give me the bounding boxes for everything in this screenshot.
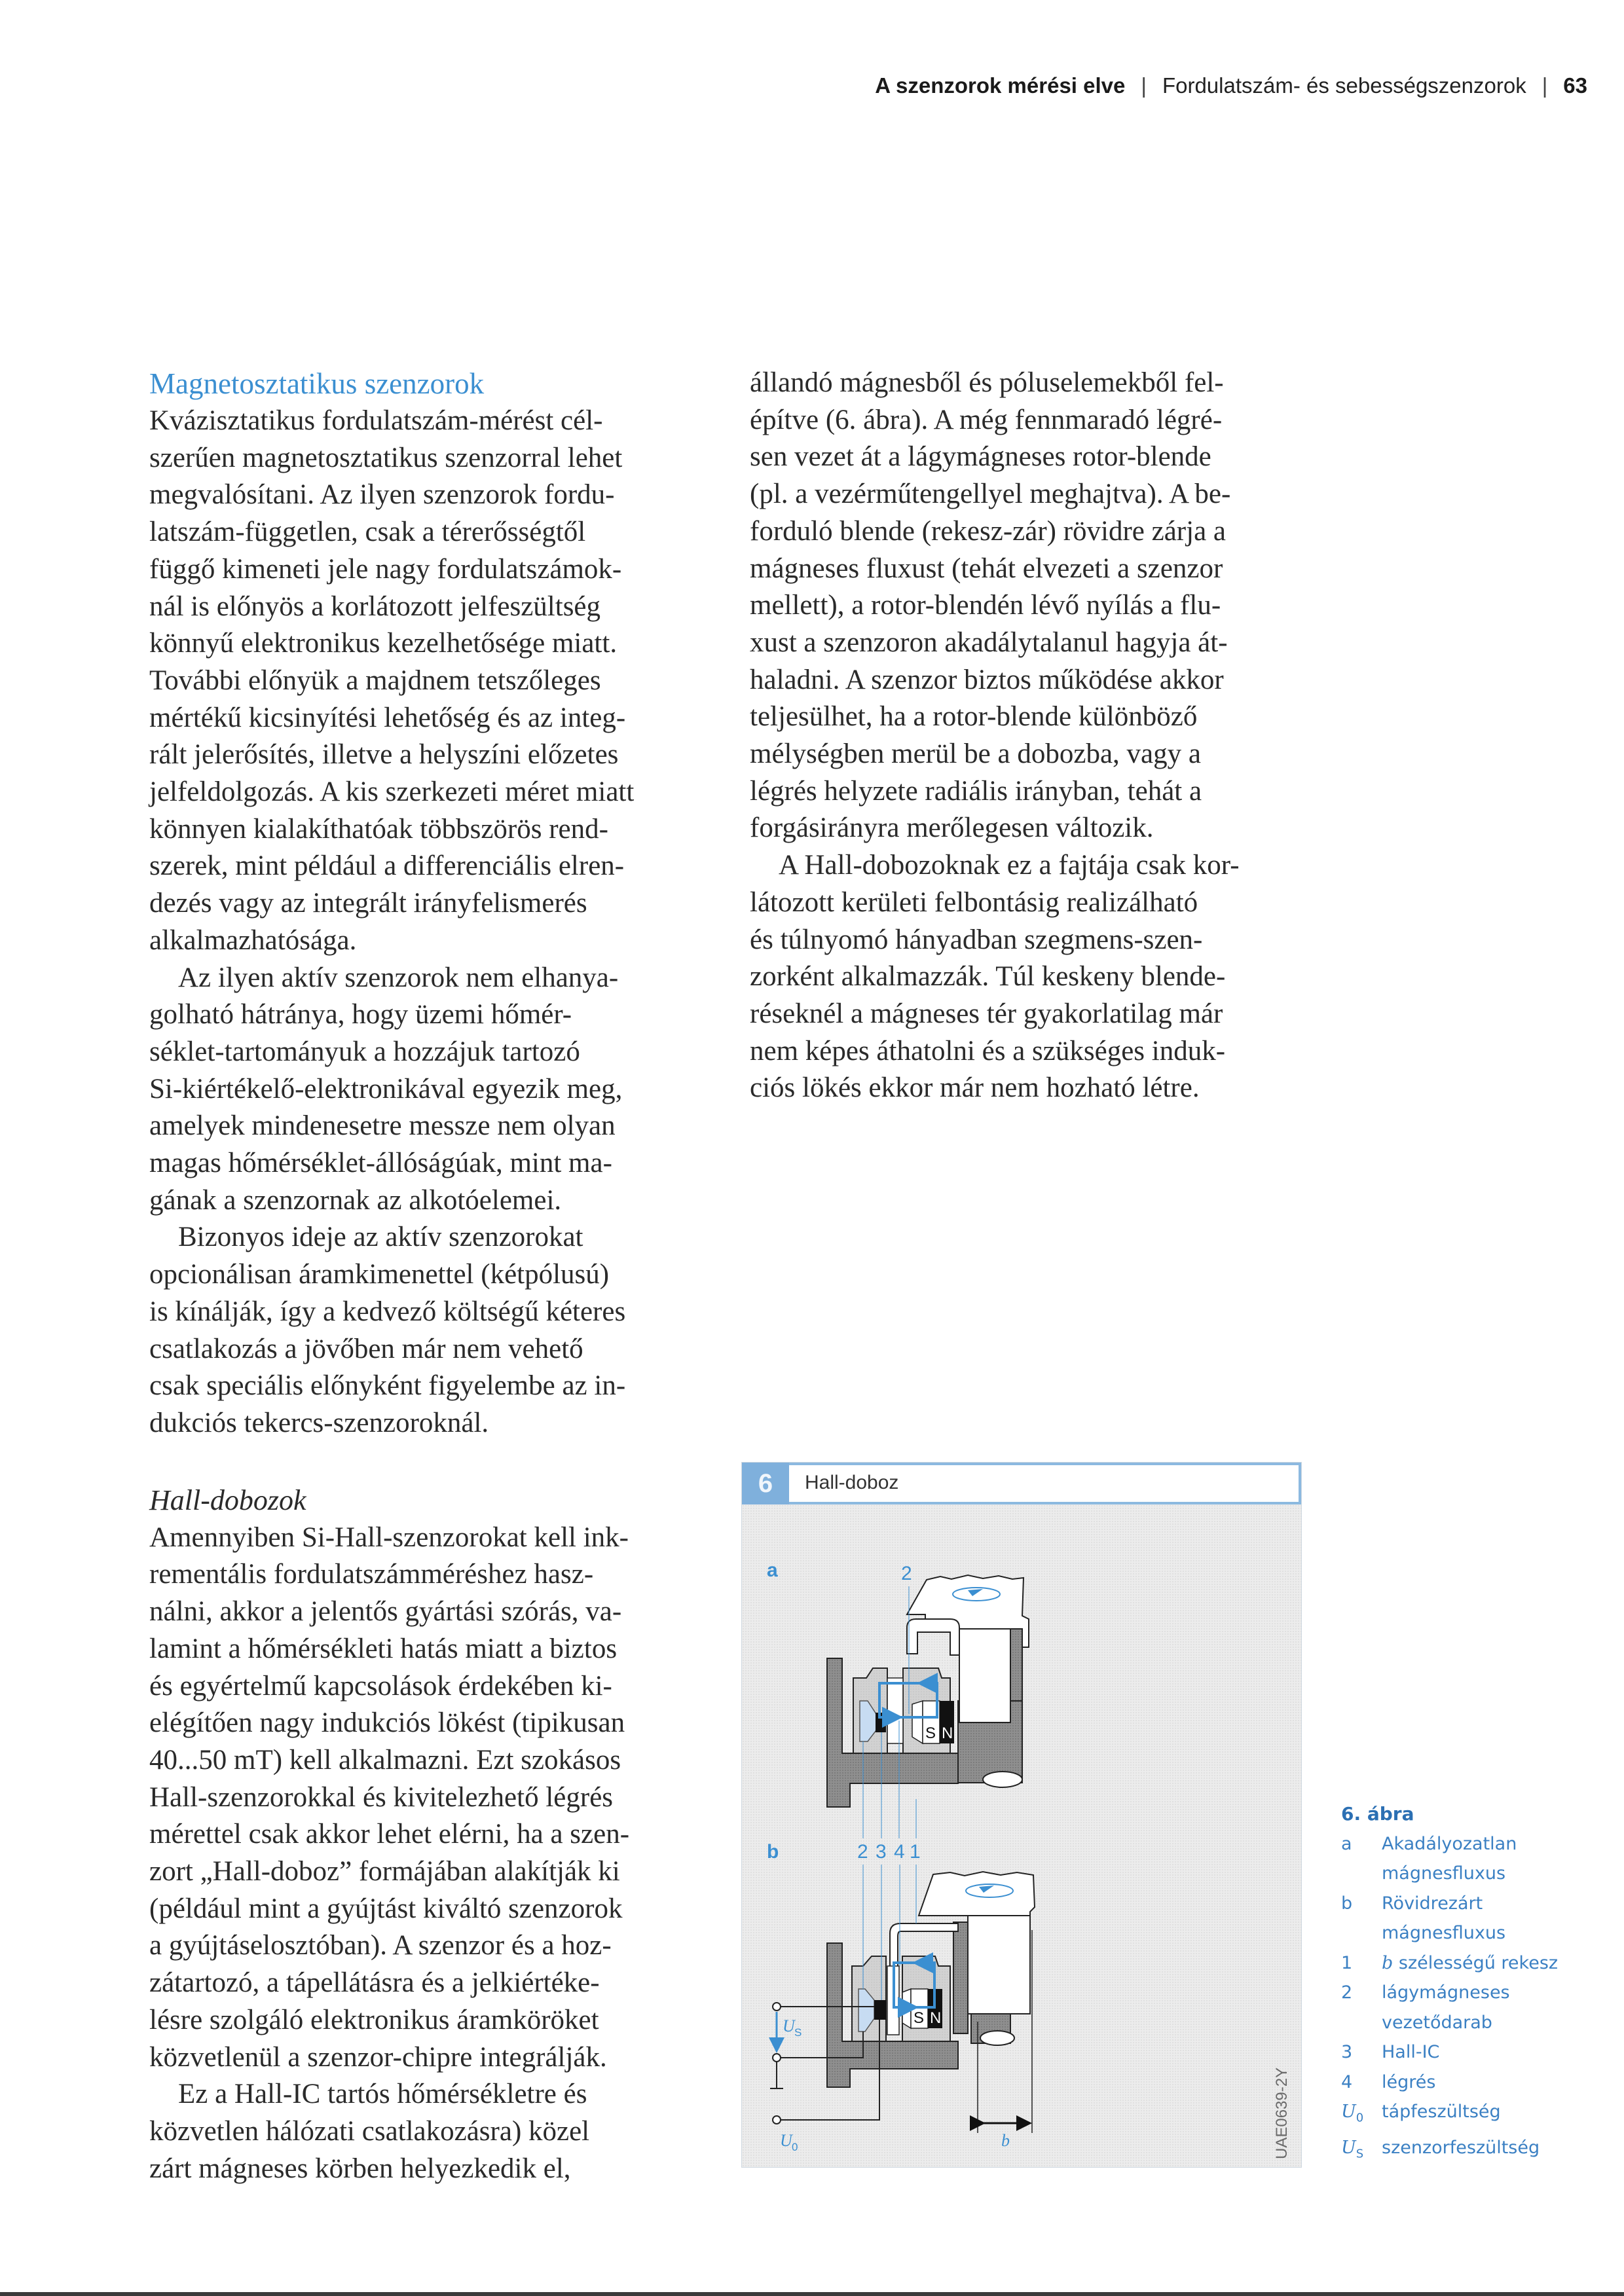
caption-value: Akadályozatlan mágnesfluxus [1382,1833,1517,1884]
paragraph [149,403,699,960]
left-text-column [149,365,699,2187]
caption-item [1341,1978,1603,2037]
text-line: (például mint a gyújtást kiváltó szenzorok [149,1893,623,1924]
text-line: gának a szenzornak az alkotóelemei. [149,1184,562,1216]
callout-2-b: 2 [857,1841,868,1863]
text-line: Hall-szenzorokkal és kivitelezhető légrés [149,1781,614,1813]
page-bottom-edge [0,2292,1624,2296]
text-line: és egyértelmű kapcsolások érdekében ki- [149,1670,612,1702]
text-line: latszám-független, csak a térerősségtől [149,517,586,548]
caption-item [1341,1889,1603,1948]
u0-sub: 0 [792,2141,798,2153]
caption-key [1341,2133,1382,2169]
panel-a-label: a [767,1559,778,1581]
text-line: forduló blende (rekesz-zár) rövidre zárja a [750,515,1226,547]
caption-item [1341,2097,1603,2133]
hall-box-diagram [742,1504,1301,2167]
caption-value: légrés [1382,2071,1436,2092]
text-line: zárt mágneses körben helyezkedik el, [149,2153,571,2184]
text-line: állandó mágnesből és póluselemekből fel- [750,367,1224,398]
text-line: a gyújtáselosztóban). A szenzor és a hoz- [149,1930,612,1961]
magnet-s-label: S [925,1724,936,1742]
caption-key: 2 [1341,1982,1353,2003]
text-line: közvetlen hálózati csatlakozásra) közel [149,2115,590,2147]
text-line: nálni, akkor a jelentős gyártási szórás, va- [149,1596,622,1628]
text-line: csatlakozás a jövőben már nem vehető [149,1333,583,1364]
text-line: Kvázisztatikus fordulatszám-mérést cél- [149,405,603,436]
panel-b [767,1841,1291,2159]
width-b-label: b [1001,2131,1010,2150]
caption-value: lágymágneses vezetődarab [1382,1982,1510,2033]
caption-italic-b: b [1382,1952,1393,1973]
text-line: zorként alkalmazzák. Túl keskeny blende- [750,961,1226,993]
text-line: mágneses fluxust (tehát elvezeti a szenzor [750,553,1223,584]
text-line: magas hőmérséklet-állóságúak, mint ma- [149,1148,612,1179]
text-line: sen vezet át a lágymágneses rotor-blende [750,441,1211,473]
caption-title: 6. ábra [1341,1803,1414,1825]
caption-item [1341,1829,1603,1889]
paragraph [750,847,1313,1107]
callout-3-b: 3 [876,1841,887,1863]
text-line: séklet-tartományuk a hozzájuk tartozó [149,1036,580,1067]
u0-label: U [780,2131,792,2150]
text-line: lésre szolgáló elektronikus áramköröket [149,2004,599,2035]
text-line: golható hátránya, hogy üzemi hőmér- [149,999,572,1030]
paragraph [149,1219,699,1442]
header-separator: | [1541,73,1548,98]
text-line: alkalmazhatósága. [149,924,357,956]
paragraph [149,1520,699,2077]
caption-key-main: U [1341,2137,1356,2158]
text-line: csak speciális előnyként figyelembe az in- [149,1370,626,1402]
callout-2-a: 2 [901,1563,912,1584]
text-line: rementális fordulatszámméréshez hasz- [149,1559,594,1590]
running-header-chapter: Fordulatszám- és sebességszenzorok [1162,73,1526,98]
figure-header [742,1463,1301,1504]
figure-code: UAE0639-2Y [1273,2067,1291,2159]
caption-key: 1 [1341,1952,1353,1973]
text-line: nál is előnyös a korlátozott jelfeszültség [149,591,601,622]
text-line: zort „Hall-doboz” formájában alakítják ki [149,1856,620,1887]
text-line: zátartozó, a tápellátásra és a jelkiértéke- [149,1967,600,1999]
text-line: További előnyük a majdnem tetszőleges [149,665,601,696]
caption-key [1341,2097,1382,2133]
text-line: haladni. A szenzor biztos működése akkor [750,664,1224,695]
text-line: A Hall-dobozoknak ez a fajtája csak kor- [779,850,1240,881]
callout-1-b: 1 [910,1841,921,1863]
running-header-section: A szenzorok mérési elve [875,73,1126,98]
text-line: mértékű kicsinyítési lehetőség és az integ- [149,702,626,733]
text-line: függő kimeneti jele nagy fordulatszámok- [149,553,622,585]
text-line: Amennyiben Si-Hall-szenzorokat kell ink- [149,1522,629,1553]
figure-caption [1341,1799,1603,2169]
text-line: ciós lökés ekkor már nem hozható létre. [750,1072,1200,1104]
running-header [0,73,1624,100]
text-line: dezés vagy az integrált irányfelismerés [149,888,587,919]
text-line: Bizonyos ideje az aktív szenzorokat [178,1222,583,1253]
text-line: amelyek mindenesetre messze nem olyan [149,1110,616,1142]
text-line: réseknél a mágneses tér gyakorlatilag már [750,998,1223,1029]
figure-number-badge: 6 [742,1463,789,1504]
panel-a [767,1559,1029,1838]
text-line: xust a szenzoron akadálytalanul hagyja át- [750,627,1228,658]
paragraph [149,960,699,1220]
header-separator: | [1141,73,1147,98]
text-line: szerek, mint például a differenciális elren- [149,850,625,882]
caption-item [1341,2037,1603,2068]
text-line: forgásirányra merőlegesen változik. [750,812,1154,844]
paragraph [750,365,1313,847]
text-line: Si-kiértékelő-elektronikával egyezik meg, [149,1073,623,1104]
caption-key-sub: S [1356,2147,1364,2161]
caption-value: szenzorfeszültség [1382,2137,1540,2158]
text-line: opcionálisan áramkimenettel (kétpólusú) [149,1259,610,1290]
text-line: 40...50 mT) kell alkalmazni. Ezt szokásos [149,1744,621,1776]
caption-key: 4 [1341,2071,1353,2092]
magnet-n-label: N [942,1724,953,1742]
text-line: dukciós tekercs-szenzoroknál. [149,1407,489,1438]
text-line: nem képes áthatolni és a szükséges induk- [750,1035,1226,1066]
caption-value: Hall-IC [1382,2042,1440,2062]
caption-key-sub: 0 [1356,2111,1364,2125]
text-line: látozott kerületi felbontásig realizálható [750,886,1198,918]
us-sub: S [794,2026,802,2039]
figure-title: Hall-doboz [805,1472,899,1493]
text-line: elégítően nagy indukciós lökést (tipikusan [149,1707,625,1739]
us-label: U [783,2016,795,2035]
section-heading-magnetostatic: Magnetosztatikus szenzorok [149,367,485,400]
text-line: szerűen magnetosztatikus szenzorral lehet [149,442,623,473]
text-line: rált jelerősítés, illetve a helyszíni előzetes [149,739,619,771]
text-line: is kínálják, így a kedvező költségű kéteres [149,1296,626,1327]
magnet-s-label-b: S [913,2009,925,2027]
caption-value [1382,1948,1558,1978]
text-line: közvetlenül a szenzor-chipre integrálják. [149,2041,607,2073]
caption-key: a [1341,1833,1352,1854]
text-line: könnyű elektronikus kezelhetősége miatt. [149,628,618,659]
section-heading-hall-boxes: Hall-dobozok [149,1484,306,1516]
callout-4-b: 4 [894,1841,905,1863]
caption-item [1341,2133,1603,2169]
text-line: (pl. a vezérműtengellyel meghajtva). A be- [750,479,1231,510]
text-line: könnyen kialakíthatóak többszörös rend- [149,813,608,845]
figure-hall-box [741,1462,1302,2168]
text-line: és túlnyomó hányadban szegmens-szen- [750,924,1203,955]
caption-key: b [1341,1893,1353,1914]
caption-value: tápfeszültség [1382,2102,1501,2122]
text-line: Az ilyen aktív szenzorok nem elhanya- [178,962,619,993]
caption-value: Rövidrezárt mágnesfluxus [1382,1893,1506,1943]
page-number: 63 [1563,73,1587,98]
text-line: mélységben merül be a dobozba, vagy a [750,738,1201,770]
paragraph [149,2076,699,2187]
text-line: teljesülhet, ha a rotor-blende különböző [750,701,1198,733]
text-line: légrés helyzete radiális irányban, tehát a [750,775,1202,807]
text-line: mellett), a rotor-blendén lévő nyílás a flu- [750,590,1221,621]
text-line: mérettel csak akkor lehet elérni, ha a szen- [149,1819,630,1850]
caption-item [1341,1948,1603,1978]
text-line: Ez a Hall-IC tartós hőmérsékletre és [178,2079,587,2110]
caption-key: 3 [1341,2042,1353,2062]
caption-key-main: U [1341,2102,1356,2122]
caption-item [1341,2068,1603,2098]
text-line: megvalósítani. Az ilyen szenzorok fordu- [149,479,615,511]
panel-b-label: b [767,1841,779,1863]
right-text-column [750,365,1313,1107]
magnet-n-label-b: N [930,2009,942,2027]
text-line: jelfeldolgozás. A kis szerkezeti méret miatt [149,776,635,808]
text-line: építve (6. ábra). A még fennmaradó légré- [750,404,1223,435]
text-line: lamint a hőmérsékleti hatás miatt a biztos [149,1633,618,1664]
caption-value-text: szélességű rekesz [1393,1952,1559,1973]
